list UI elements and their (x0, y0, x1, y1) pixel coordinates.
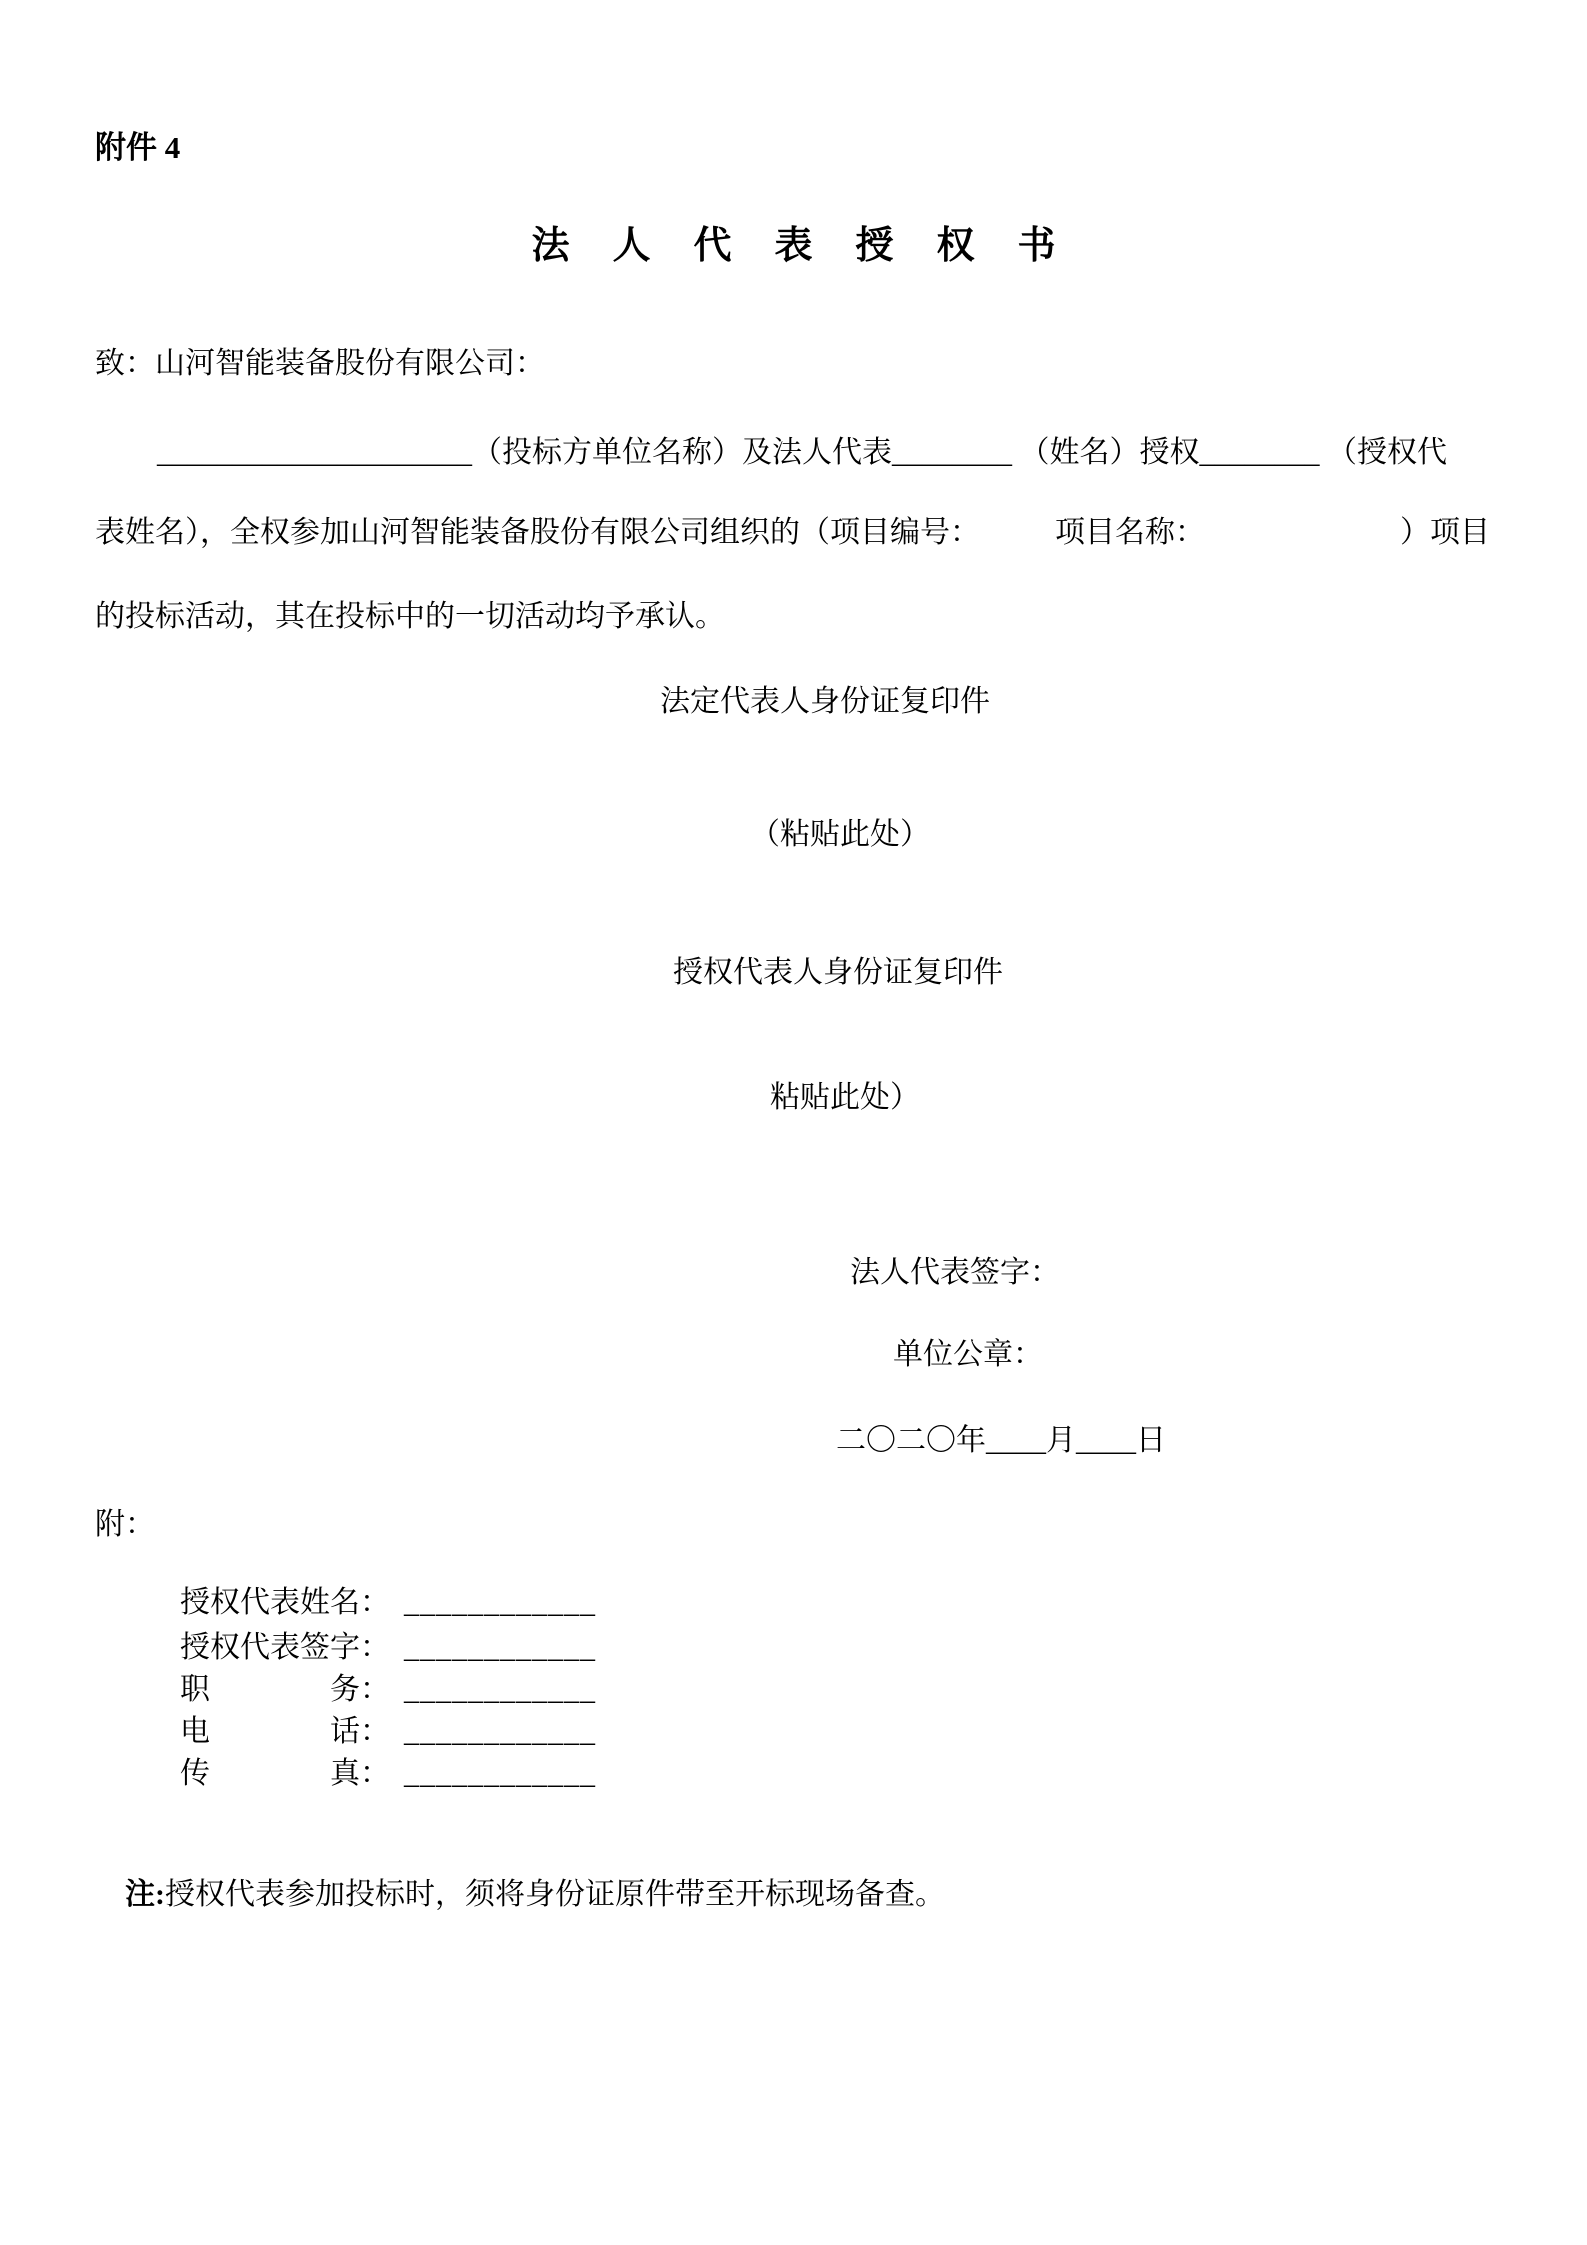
authorization-paragraph-line-2: 表姓名），全权参加山河智能装备股份有限公司组织的（项目编号： 项目名称： ）项目 (95, 516, 1490, 549)
legal-representative-id-copy-title: 法定代表人身份证复印件 (660, 685, 990, 718)
rep-signature-label: 授权代表签字： (180, 1631, 390, 1664)
authorization-paragraph-line-1: _____________________（投标方单位名称）及法人代表________ （姓名）授权________ （授权代 (157, 436, 1447, 469)
company-seal-label: 单位公章： (893, 1338, 1043, 1371)
rep-name-blank: ____________ (404, 1586, 596, 1619)
authorized-representative-id-copy-title: 授权代表人身份证复印件 (673, 956, 1003, 989)
paste-here-placeholder-2: 粘贴此处） (770, 1081, 920, 1114)
fax-label: 传 真： (180, 1757, 390, 1790)
fax-blank: ____________ (404, 1757, 596, 1790)
date-fill-in-line: 二〇二〇年____月____日 (836, 1424, 1166, 1457)
note-text: 授权代表参加投标时，须将身份证原件带至开标现场备查。 (165, 1878, 945, 1911)
footer-note (95, 1835, 945, 1955)
rep-signature-blank: ____________ (404, 1631, 596, 1664)
phone-blank: ____________ (404, 1715, 596, 1748)
attachment-section-heading: 附： (95, 1508, 155, 1541)
phone-label: 电 话： (180, 1715, 390, 1748)
salutation-line: 致：山河智能装备股份有限公司： (95, 347, 545, 380)
rep-name-label: 授权代表姓名： (180, 1586, 390, 1619)
position-blank: ____________ (404, 1673, 596, 1706)
attachment-number-label: 附件 4 (95, 130, 181, 165)
attachment-row-fax (150, 1714, 596, 1834)
position-label: 职 务： (180, 1673, 390, 1706)
paste-here-placeholder-1: （粘贴此处） (750, 818, 930, 851)
document-title: 法人代表授权书 (531, 225, 1099, 267)
note-prefix: 注: (125, 1878, 165, 1911)
authorization-paragraph-line-3: 的投标活动，其在投标中的一切活动均予承认。 (95, 600, 725, 633)
legal-representative-signature-label: 法人代表签字： (850, 1256, 1060, 1289)
